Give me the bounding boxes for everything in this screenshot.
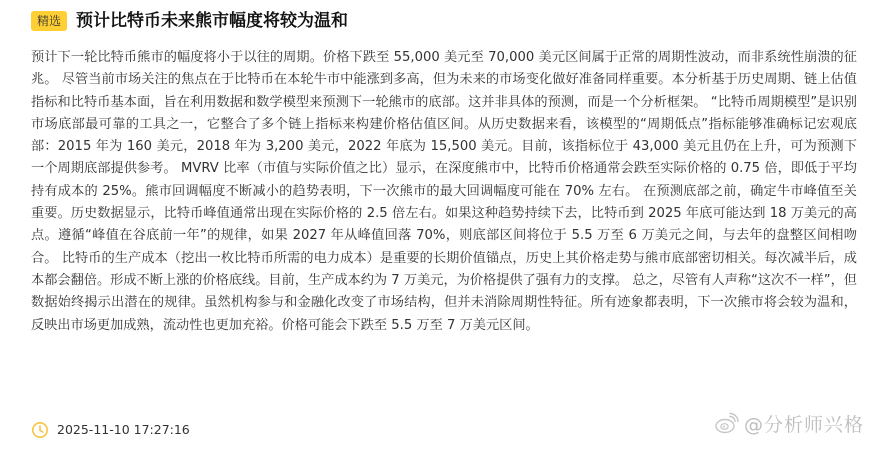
weibo-logo-icon <box>714 411 740 437</box>
watermark-text: @分析师兴格 <box>743 414 864 436</box>
article-footer <box>31 421 190 439</box>
featured-badge: 精选 <box>31 11 67 31</box>
article-body: 预计下一轮比特币熊市的幅度将小于以往的周期。价格下跌至 55,000 美元至 70,000 美元区间属于正常的周期性波动，而非系统性崩溃的征兆。 尽管当前市场关注的焦点在于比特币在本轮牛市中能涨到多高，但为未来的市场变化做好准备同样重要。本分析基于历史周期、链上估值指标和比特币基本面，旨在利用数据和数学模型来预测下一轮熊市的底部。这并非具体的预测，而是一个分析框架。 “比特币周期模型”是识别市场底部最可靠的工具之一，它整合了多个链上指标来构建价格估值区间。从历史数据来看，该模型的“周期低点”指标能够准确标记宏观底部：2015 年为 160 美元，2018 年为 3,200 美元，2022 年底为 15,500 美元。目前，该指标位于 43,000 美元且仍在上升，可为预测下一个周期底部提供参考。 MVRV 比率（市值与实际价值之比）显示，在深度熊市中，比特币价格通常会跌至实际价格的 0.75 倍，即低于平均持有成本的 25%。熊市回调幅度不断减小的趋势表明，下一次熊市的最大回调幅度可能在 70% 左右。 在预测底部之前，确定牛市峰值至关重要。历史数据显示，比特币峰值通常出现在实际价格的 2.5 倍左右。如果这种趋势持续下去，比特币到 2025 年底可能达到 18 万美元的高点。遵循“峰值在谷底前一年”的规律，如果 2027 年从峰值回落 70%，则底部区间将位于 5.5 万至 6 万美元之间，与去年的盘整区间相吻合。 比特币的生产成本（挖出一枚比特币所需的电力成本）是重要的长期价值锚点，历史上其价格走势与熊市底部密切相关。每次减半后，成本都会翻倍。形成不断上涨的价格底线。目前，生产成本约为 7 万美元，为价格提供了强有力的支撑。 总之，尽管有人声称“这次不一样”，但数据始终揭示出潜在的规律。虽然机构参与和金融化改变了市场结构，但并未消除周期性特征。所有迹象都表明，下一次熊市将会较为温和，反映出市场更加成熟，流动性也更加充裕。价格可能会下跌至 5.5 万至 7 万美元区间。 <box>31 50 857 333</box>
article-header <box>31 9 348 33</box>
watermark <box>714 410 864 437</box>
publish-timestamp: 2025-11-10 17:27:16 <box>57 422 190 437</box>
clock-icon <box>31 421 49 439</box>
article-title[interactable]: 预计比特币未来熊市幅度将较为温和 <box>76 11 349 31</box>
